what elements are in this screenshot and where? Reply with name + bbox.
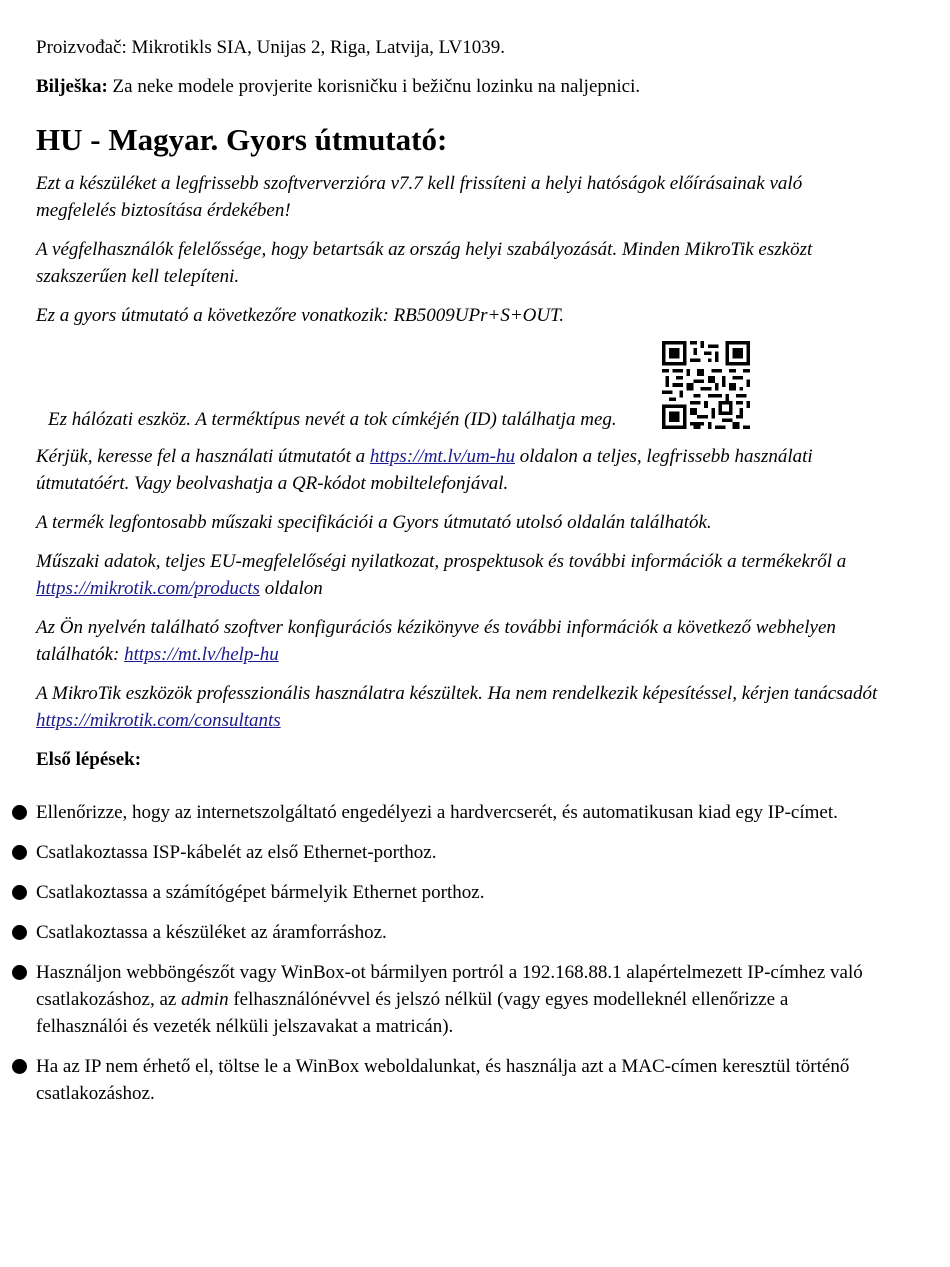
- regulation-notice: A végfelhasználók felelőssége, hogy betartsák az ország helyi szabályozását. Minden MikroTik eszközt szakszerűen kell telepíteni.: [36, 239, 813, 287]
- tech-text-before: Műszaki adatok, teljes EU-megfelelőségi nyilatkozat, prospektusok és további információk a termékekről a: [36, 551, 847, 572]
- bullet-icon: [12, 885, 27, 900]
- first-steps-title: Első lépések:: [36, 749, 142, 770]
- manual-text-after: oldalon a teljes, legfrissebb használati útmutatóért. Vagy beolvashatja a QR-kódot mobiltelefonjával.: [36, 446, 813, 494]
- bullet-icon: [12, 925, 27, 940]
- document-page: [36, 34, 886, 1120]
- tech-paragraph: [36, 548, 886, 602]
- step-text: Ellenőrizze, hogy az internetszolgáltató engedélyezi a hardvercserét, és automatikusan kiad egy IP-címet.: [36, 802, 838, 823]
- manual-link[interactable]: https://mt.lv/um-hu: [369, 446, 516, 467]
- note-text: Za neke modele provjerite korisničku i bežičnu lozinku na naljepnici.: [107, 76, 641, 97]
- tech-text-after: oldalon: [259, 578, 323, 599]
- step-text-before: Használjon webböngészőt vagy WinBox-ot bármilyen portról a 192.168.88.1 alapértelmezett IP-címhez való csatlakozáshoz, az: [36, 962, 863, 1010]
- bullet-icon: [12, 965, 27, 980]
- step-text: Csatlakoztassa a számítógépet bármelyik Ethernet porthoz.: [36, 882, 485, 903]
- list-item: [36, 799, 886, 826]
- device-caption-row: [36, 341, 886, 433]
- bullet-icon: [12, 845, 27, 860]
- list-item: [36, 1053, 886, 1107]
- manual-text-before: Kérjük, keresse fel a használati útmutatót a: [36, 446, 370, 467]
- specs-paragraph: A termék legfontosabb műszaki specifikációi a Gyors útmutató utolsó oldalán találhatók.: [36, 512, 712, 533]
- list-item: [36, 839, 886, 866]
- consult-text-before: A MikroTik eszközök professzionális használatra készültek. Ha nem rendelkezik képesítéssel, kérjen tanácsadót: [36, 683, 878, 704]
- device-caption: Ez hálózati eszköz. A terméktípus nevét a tok címkéjén (ID) találhatja meg.: [48, 409, 617, 430]
- note-paragraph: [36, 73, 886, 100]
- step-text: Csatlakoztassa a készüléket az áramforráshoz.: [36, 922, 387, 943]
- qr-code-icon[interactable]: [662, 341, 750, 429]
- list-item: [36, 919, 886, 946]
- bullet-icon: [12, 805, 27, 820]
- applies-to: Ez a gyors útmutató a következőre vonatkozik: RB5009UPr+S+OUT.: [36, 305, 564, 326]
- first-steps-list: [36, 799, 886, 1107]
- manufacturer-line: Proizvođač: Mikrotikls SIA, Unijas 2, Riga, Latvija, LV1039.: [36, 37, 505, 58]
- update-notice: Ezt a készüléket a legfrissebb szoftververzióra v7.7 kell frissíteni a helyi hatóságok előírásainak való megfelelés biztosítása érdekében!: [36, 173, 803, 221]
- list-item: [36, 879, 886, 906]
- bullet-icon: [12, 1059, 27, 1074]
- consult-paragraph: [36, 680, 886, 734]
- step-text: Csatlakoztassa ISP-kábelét az első Ethernet-porthoz.: [36, 842, 437, 863]
- note-label: Bilješka:: [36, 76, 108, 97]
- section-heading: HU - Magyar. Gyors útmutató:: [36, 122, 448, 157]
- list-item: [36, 959, 886, 1040]
- manual-paragraph: [36, 443, 886, 497]
- software-text-before: Az Ön nyelvén található szoftver konfigurációs kézikönyve és további információk a következő webhelyen találhatók:: [36, 617, 836, 665]
- software-paragraph: [36, 614, 886, 668]
- step-text-after: felhasználónévvel és jelszó nélkül (vagy egyes modelleknél ellenőrizze a felhasználói és vezeték nélküli jelszavakat a matricán).: [36, 989, 789, 1037]
- admin-username: admin: [181, 989, 229, 1010]
- step-text: Ha az IP nem érhető el, töltse le a WinBox weboldalunkat, és használja azt a MAC-címen keresztül történő csatlakozáshoz.: [36, 1056, 850, 1104]
- help-link[interactable]: https://mt.lv/help-hu: [124, 644, 279, 665]
- products-link[interactable]: https://mikrotik.com/products: [36, 578, 260, 599]
- consultants-link[interactable]: https://mikrotik.com/consultants: [36, 710, 281, 731]
